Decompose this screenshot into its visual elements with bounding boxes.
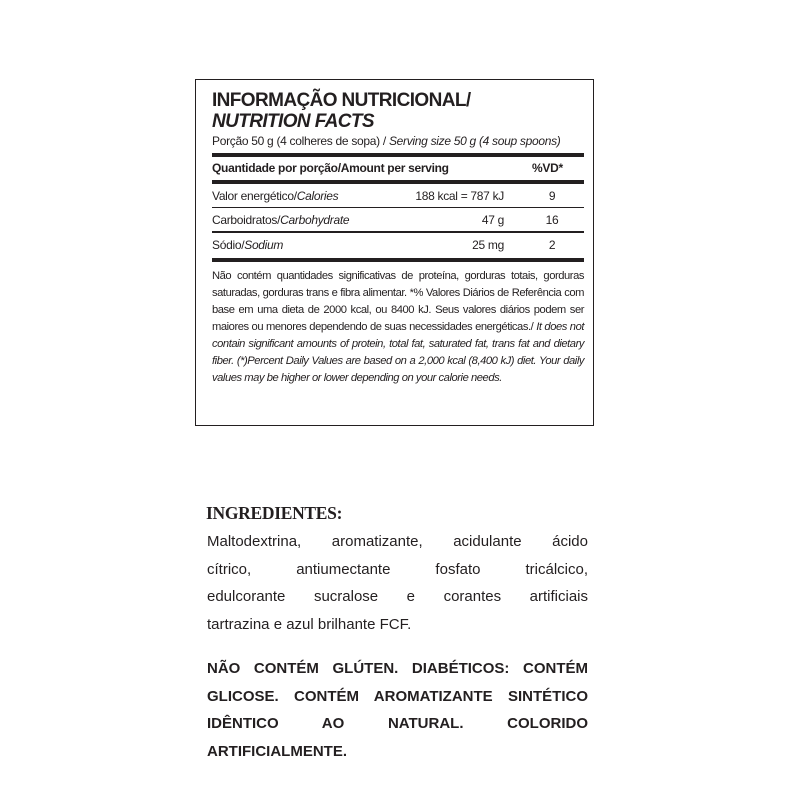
nutrient-label: Valor energético/Calories [212, 189, 339, 203]
ingredients-text [207, 528, 588, 638]
nutrition-title-en: NUTRITION FACTS [212, 111, 374, 132]
ingredients-line: Maltodextrina, aromatizante, acidulante ácido [207, 533, 588, 550]
allergen-warning [207, 655, 588, 765]
ingredients-title: INGREDIENTES: [206, 503, 343, 523]
ingredients-line: cítrico, antiumectante fosfato tricálcico, [207, 560, 588, 578]
nutrient-amount: 47 g [481, 213, 504, 228]
amount-per-serving-header: Quantidade por porção/Amount per serving [212, 161, 449, 175]
warning-line: IDÊNTICO AO NATURAL. COLORIDO [207, 715, 588, 732]
nutrient-amount: 25 mg [472, 237, 504, 252]
serving-size [212, 133, 584, 149]
table-row [212, 208, 584, 231]
nutrition-table [212, 157, 584, 262]
nutrient-daily-value: 9 [548, 189, 556, 203]
nutrition-facts-panel [195, 79, 594, 426]
table-row [212, 184, 584, 207]
warning-line: ARTIFICIALMENTE. [207, 742, 347, 760]
footnote-pt: Não contém quantidades significativas de proteína, gorduras totais, gorduras saturadas, gorduras trans e fibra alimentar. *% Valores Diários de Referência com base em uma dieta de 2000 kcal, ou 8400 kJ. Seus valores diários podem ser maiores ou menores dependendo de suas necessidades energéticas./ [212, 269, 584, 333]
warning-line: GLICOSE. CONTÉM AROMATIZANTE SINTÉTICO [207, 687, 588, 705]
ingredients-line: tartrazina e azul brilhante FCF. [207, 615, 412, 633]
nutrient-label: Sódio/Sodium [212, 237, 284, 252]
nutrient-amount: 188 kcal = 787 kJ [415, 189, 504, 203]
serving-size-pt: Porção 50 g (4 colheres de sopa) / [212, 134, 389, 148]
footnote-en: It does not contain significant amounts of protein, total fat, saturated fat, trans fat and dietary fiber. (*)Percent Daily Values are based on a 2,000 kcal (8,400 kJ) diet. Your daily values may be higher or lower depending on your calorie needs. [212, 320, 585, 385]
serving-size-en: Serving size 50 g (4 soup spoons) [388, 134, 561, 148]
table-header-row [212, 157, 584, 180]
ingredients-line: edulcorante sucralose e corantes artificiais [207, 588, 588, 605]
nutrition-footnote [212, 268, 584, 388]
nutrition-facts-content [212, 90, 584, 387]
divider-thick [212, 258, 584, 262]
nutrient-daily-value: 16 [545, 213, 559, 228]
nutrient-label: Carboidratos/Carbohydrate [212, 213, 350, 228]
nutrition-title-pt: INFORMAÇÃO NUTRICIONAL/ [212, 90, 471, 111]
table-row [212, 233, 584, 256]
nutrient-daily-value: 2 [548, 237, 556, 252]
warning-line: NÃO CONTÉM GLÚTEN. DIABÉTICOS: CONTÉM [207, 660, 588, 677]
daily-value-header: %VD* [532, 161, 563, 175]
